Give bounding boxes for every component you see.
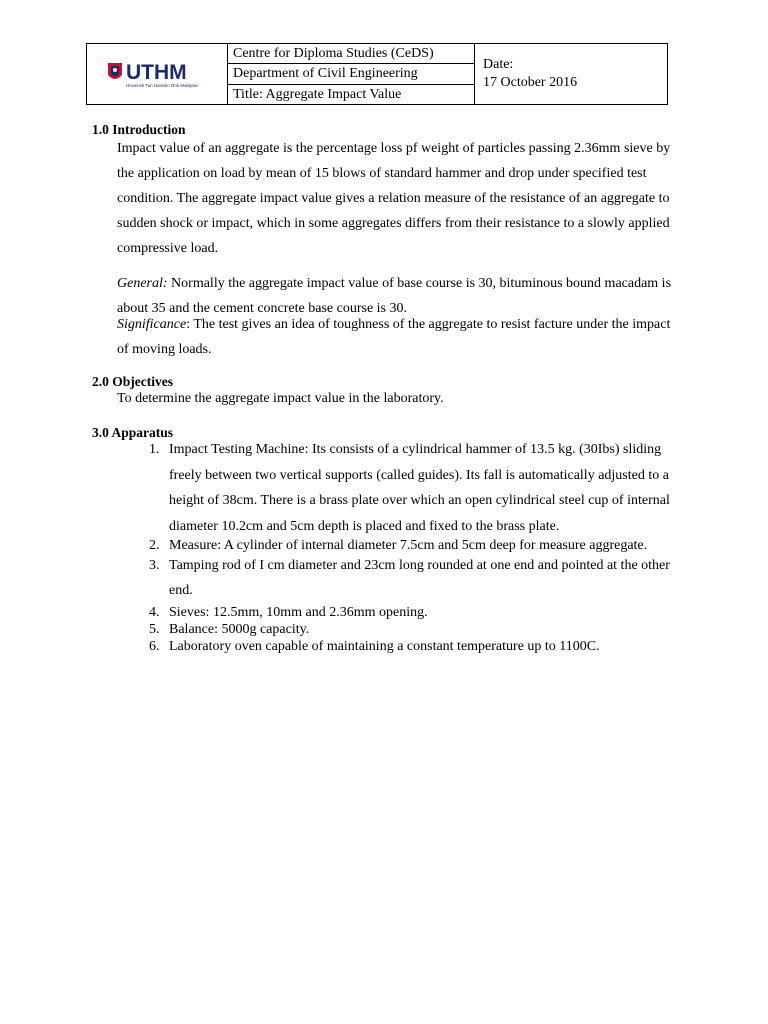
document-title: Title: Aggregate Impact Value: [233, 86, 402, 102]
apparatus-item-2: 2. Measure: A cylinder of internal diameter 7.5cm and 5cm deep for measure aggregate.: [163, 533, 682, 559]
logo-text: UTHM: [126, 61, 187, 84]
apparatus-item-1: 1. Impact Testing Machine: Its consists of a cylindrical hammer of 13.5 kg. (30Ibs) sliding freely between two vertical supports (called guides). Its fall is automatically adjusted to a height of 38cm. There is a brass plate over which an open cylindrical steel cup of internal diameter 10.2cm and 5cm depth is placed and fixed to the brass plate.: [163, 437, 682, 539]
document-body: [92, 121, 682, 655]
apparatus-item-6: 6. Laboratory oven capable of maintaining a constant temperature up to 1100C.: [163, 638, 682, 655]
significance-text: : The test gives an idea of toughness of the aggregate to resist facture under the impact of moving loads.: [117, 317, 671, 357]
introduction-heading: 1.0 Introduction: [92, 122, 186, 137]
apparatus-item-5: 5. Balance: 5000g capacity.: [163, 621, 682, 638]
crest-icon: [108, 63, 122, 79]
general-label: General:: [117, 276, 168, 291]
objectives-text: To determine the aggregate impact value in the laboratory.: [117, 391, 444, 406]
date-cell: [475, 44, 667, 104]
general-text: Normally the aggregate impact value of base course is 30, bituminous bound macadam is about 35 and the cement concrete base course is 30.: [117, 276, 672, 316]
apparatus-item-4: 4. Sieves: 12.5mm, 10mm and 2.36mm opening.: [163, 604, 682, 621]
uthm-logo: [105, 58, 209, 90]
document-header: [86, 43, 668, 105]
significance-label: Significance: [117, 317, 187, 332]
date-label: Date:: [483, 57, 514, 72]
logo-subtext: Universiti Tun Hussein Onn Malaysia: [126, 83, 198, 88]
significance-paragraph: [117, 312, 682, 362]
logo-cell: [87, 44, 228, 104]
header-info-cell: [228, 44, 475, 104]
department-name: Department of Civil Engineering: [228, 64, 474, 84]
objectives-heading: 2.0 Objectives: [92, 374, 173, 389]
date-value: 17 October 2016: [483, 75, 578, 90]
apparatus-item-3: 3. Tamping rod of I cm diameter and 23cm long rounded at one end and pointed at the other end.: [163, 553, 682, 604]
apparatus-list: [92, 437, 682, 655]
introduction-paragraph: Impact value of an aggregate is the percentage loss pf weight of particles passing 2.36mm sieve by the application on load by mean of 15 blows of standard hammer and drop under specified test condition. The aggregate impact value gives a relation measure of the resistance of an aggregate to sudden shock or impact, which in some aggregates differs from their resistance to a slowly applied compressive load.: [117, 141, 671, 256]
centre-name: Centre for Diploma Studies (CeDS): [228, 44, 474, 64]
apparatus-heading: 3.0 Apparatus: [92, 425, 174, 440]
